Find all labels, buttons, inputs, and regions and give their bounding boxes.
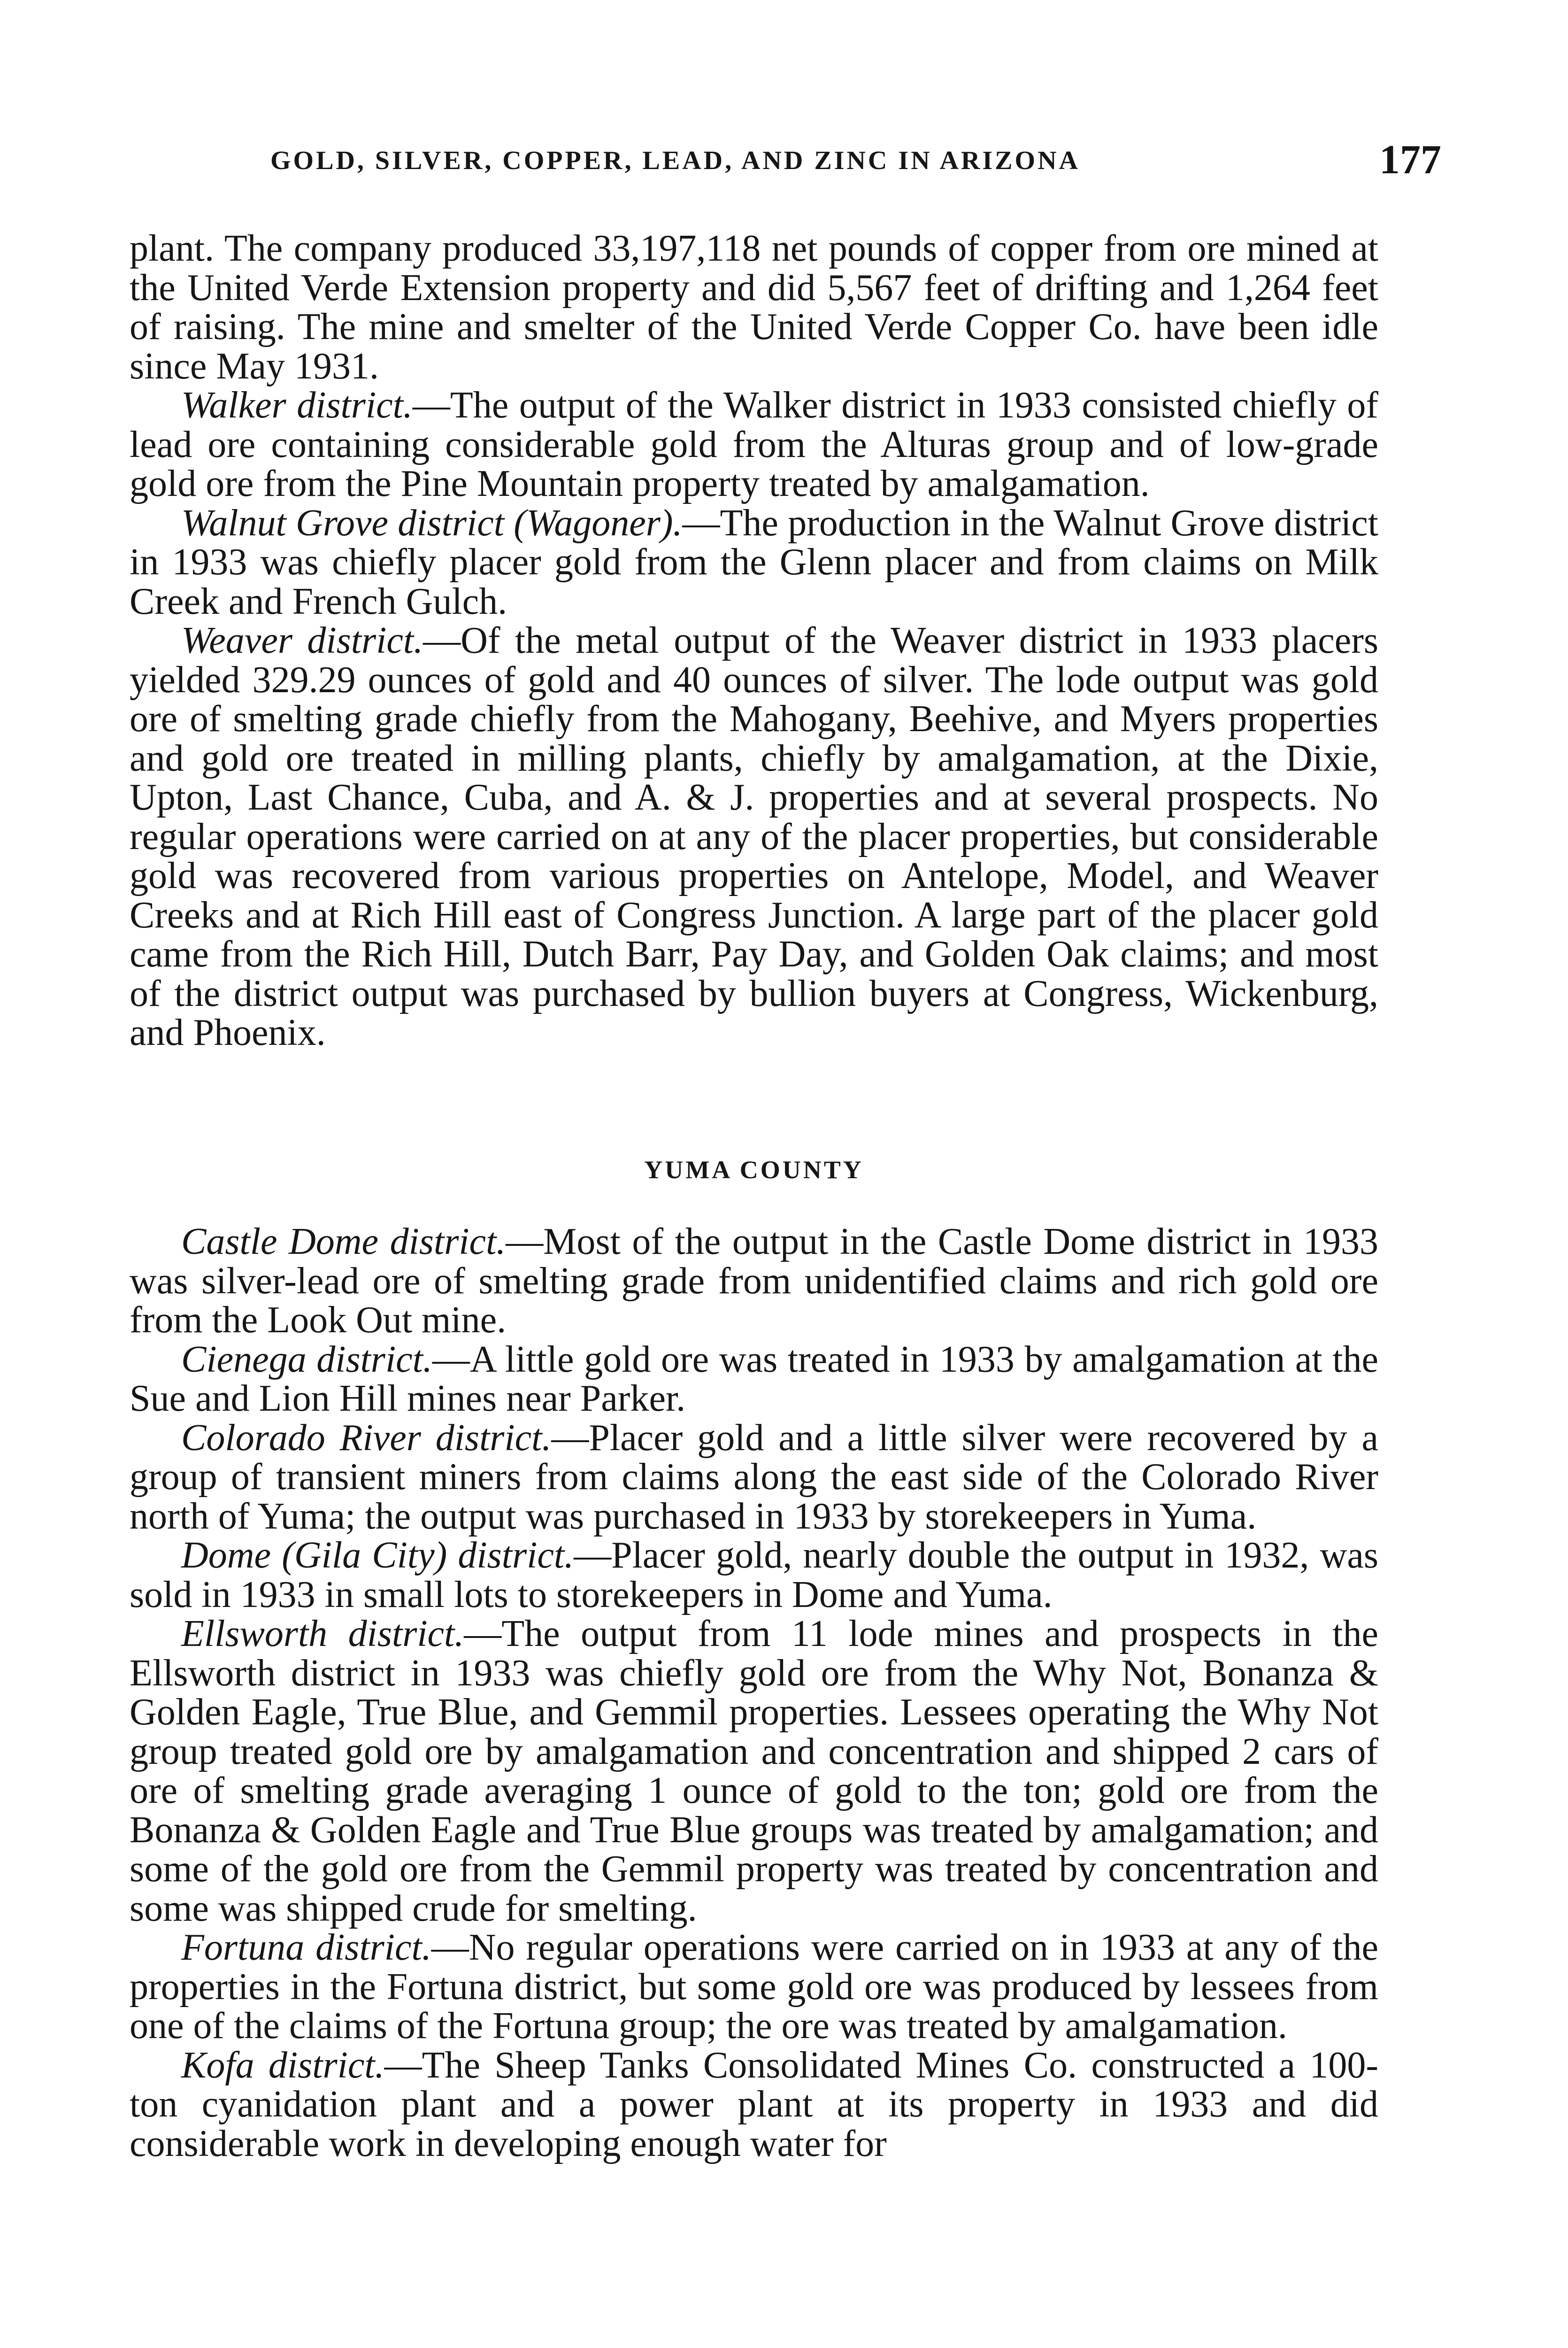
paragraph-weaver [130, 621, 1378, 1053]
district-text: —The output of the Walker district in 1933 consisted chiefly of lead ore containing considerable gold from the Alturas group and of low-grade gold ore from the Pine Mountain property treated by amalgamation. [130, 385, 1379, 504]
yuma-text-block [130, 1222, 1378, 2163]
district-text: —A little gold ore was treated in 1933 by amalgamation at the Sue and Lion Hill mines near Parker. [130, 1338, 1379, 1419]
paragraph-cienega [130, 1340, 1378, 1419]
district-text: —Placer gold and a little silver were recovered by a group of transient miners from claims along the east side of the Colorado River north of Yuma; the output was purchased in 1933 by storekeepers in Yuma. [130, 1417, 1379, 1537]
paragraph-castle-dome [130, 1222, 1378, 1340]
district-text: —No regular operations were carried on in 1933 at any of the properties in the Fortuna district, but some gold ore was produced by lessees from one of the claims of the Fortuna group; the ore was treated by amalgamation. [130, 1927, 1379, 2047]
district-name: Cienega district. [181, 1338, 432, 1380]
district-name: Fortuna district. [181, 1927, 431, 1968]
paragraph-ellsworth [130, 1614, 1378, 1928]
district-text: —Placer gold, nearly double the output in 1932, was sold in 1933 in small lots to storekeepers in Dome and Yuma. [130, 1535, 1378, 1615]
continuation-paragraph: plant. The company produced 33,197,118 net pounds of copper from ore mined at the United Verde Extension property and did 5,567 feet of drifting and 1,264 feet of raising. The mine and smelter of the United Verde Copper Co. have been idle since May 1931. [130, 228, 1378, 387]
district-text: —The Sheep Tanks Consolidated Mines Co. constructed a 100-ton cyanidation plant and a power plant at its property in 1933 and did considerable work in developing enough water for [130, 2044, 1378, 2164]
district-text: —Of the metal output of the Weaver district in 1933 placers yielded 329.29 ounces of gold and 40 ounces of silver. The lode output was gold ore of smelting grade chiefly from the Mahogany, Beehive, and Myers properties and gold ore treated in milling plants, chiefly by amalgamation, at the Dixie, Upton, Last Chance, Cuba, and A. & J. properties and at several prospects. No regular operations were carried on at any of the placer properties, but considerable gold was recovered from various properties on Antelope, Model, and Weaver Creeks and at Rich Hill east of Congress Junction. A large part of the placer gold came from the Rich Hill, Dutch Barr, Pay Day, and Golden Oak claims; and most of the district output was purchased by bullion buyers at Congress, Wickenburg, and Phoenix. [130, 620, 1378, 1053]
district-name: Weaver district. [181, 620, 423, 661]
paragraph-walnut-grove [130, 504, 1378, 622]
district-name: Dome (Gila City) district. [181, 1535, 574, 1576]
paragraph-walker [130, 386, 1378, 504]
district-name: Colorado River district. [181, 1417, 552, 1459]
district-name: Kofa district. [181, 2044, 384, 2086]
paragraph-kofa [130, 2046, 1378, 2164]
paragraph-dome-gila-city [130, 1536, 1378, 1614]
page-header [130, 136, 1441, 193]
district-name: Ellsworth district. [181, 1613, 464, 1654]
district-name: Walnut Grove district (Wagoner). [181, 502, 683, 544]
running-head: GOLD, SILVER, COPPER, LEAD, AND ZINC IN ARIZONA [270, 146, 1080, 175]
yavapai-text-block [130, 229, 1378, 1053]
district-name: Castle Dome district. [181, 1221, 506, 1262]
district-text: —Most of the output in the Castle Dome district in 1933 was silver-lead ore of smelting grade from unidentified claims and rich gold ore from the Look Out mine. [130, 1221, 1378, 1341]
page-number: 177 [1379, 137, 1441, 183]
paragraph-fortuna [130, 1928, 1378, 2046]
paragraph-colorado-river [130, 1419, 1378, 1537]
district-text: —The output from 11 lode mines and prospects in the Ellsworth district in 1933 was chiefly gold ore from the Why Not, Bonanza & Golden Eagle, True Blue, and Gemmil properties. Lessees operating the Why Not group treated gold ore by amalgamation and concentration and shipped 2 cars of ore of smelting grade averaging 1 ounce of gold to the ton; gold ore from the Bonanza & Golden Eagle and True Blue groups was treated by amalgamation; and some of the gold ore from the Gemmil property was treated by concentration and some was shipped crude for smelting. [130, 1613, 1379, 1929]
district-name: Walker district. [181, 385, 413, 426]
section-heading-yuma-county: YUMA COUNTY [644, 1156, 864, 1184]
district-text: —The production in the Walnut Grove district in 1933 was chiefly placer gold from the Glenn placer and from claims on Milk Creek and French Gulch. [130, 502, 1378, 622]
